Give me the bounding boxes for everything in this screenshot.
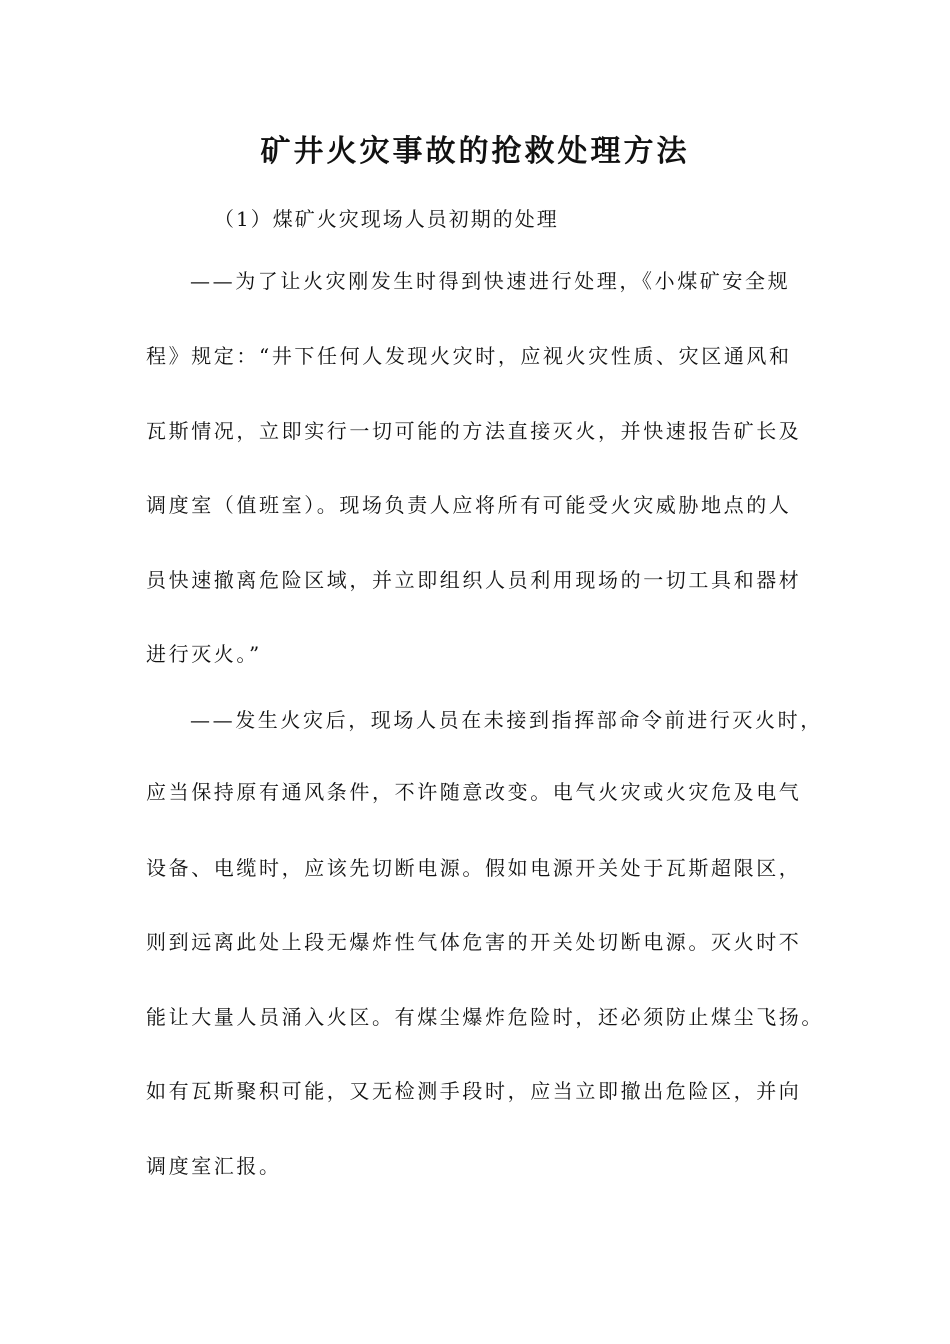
paragraph-2-line-5: 能让大量人员涌入火区。有煤尘爆炸危险时，还必须防止煤尘飞扬。: [146, 1005, 824, 1029]
paragraph-1-line-5: 员快速撤离危险区域，并立即组织人员利用现场的一切工具和器材: [146, 568, 802, 592]
paragraph-1-line-3: 瓦斯情况，立即实行一切可能的方法直接灭火，并快速报告矿长及: [146, 419, 802, 443]
paragraph-2-line-1: ——发生火灾后，现场人员在未接到指挥部命令前进行灭火时，: [190, 708, 823, 732]
paragraph-2-line-3: 设备、电缆时，应该先切断电源。假如电源开关处于瓦斯超限区，: [146, 856, 802, 880]
paragraph-1-line-2: 程》规定：“井下任何人发现火灾时，应视火灾性质、灾区通风和: [146, 344, 792, 368]
section-heading: （1）煤矿火灾现场人员初期的处理: [214, 207, 559, 231]
document-title: 矿井火灾事故的抢救处理方法: [260, 134, 690, 169]
paragraph-2-line-2: 应当保持原有通风条件，不许随意改变。电气火灾或火灾危及电气: [146, 780, 802, 804]
paragraph-1-line-6: 进行灭火。”: [146, 642, 262, 666]
paragraph-2-line-4: 则到远离此处上段无爆炸性气体危害的开关处切断电源。灭火时不: [146, 930, 802, 954]
paragraph-1-line-4: 调度室（值班室）。现场负责人应将所有可能受火灾威胁地点的人: [146, 493, 792, 517]
paragraph-2-line-6: 如有瓦斯聚积可能，又无检测手段时，应当立即撤出危险区，并向: [146, 1079, 802, 1103]
paragraph-1-line-1: ——为了让火灾刚发生时得到快速进行处理，《小煤矿安全规: [190, 269, 791, 293]
paragraph-2-line-7: 调度室汇报。: [146, 1154, 282, 1178]
